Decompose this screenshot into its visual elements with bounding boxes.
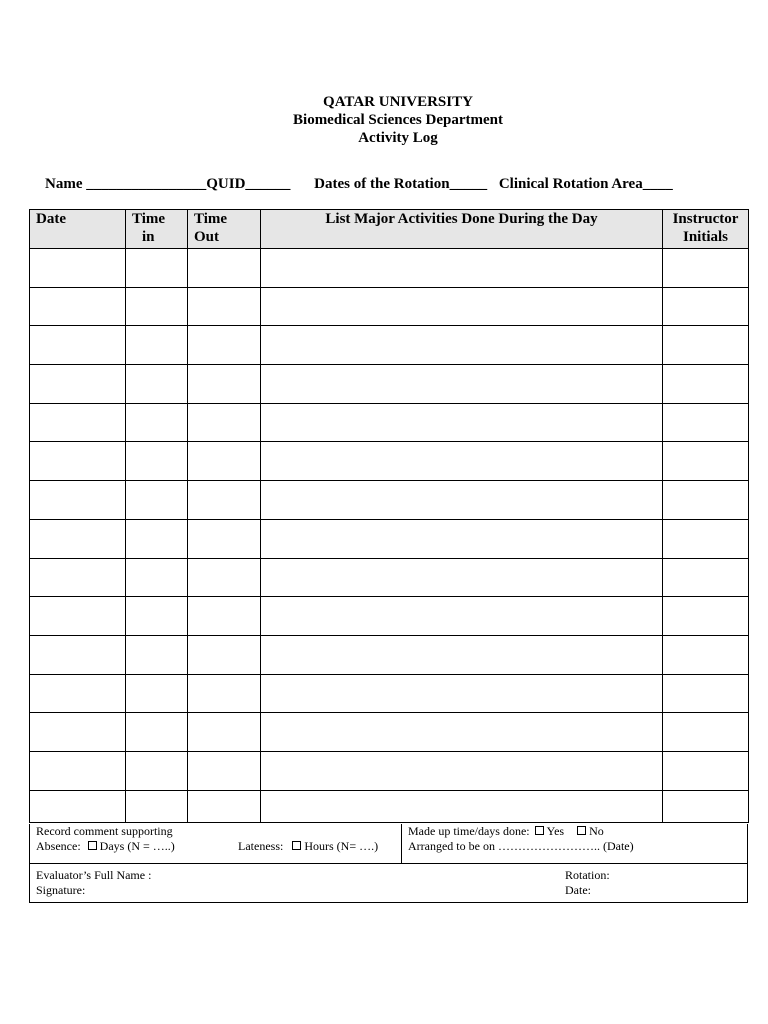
evaluator-name-label: Evaluator’s Full Name : bbox=[36, 868, 152, 882]
activities-cell[interactable] bbox=[261, 287, 663, 326]
signature-label: Signature: bbox=[36, 883, 86, 897]
table-row bbox=[30, 403, 749, 442]
instructor-initials-cell[interactable] bbox=[663, 713, 749, 752]
instructor-initials-cell[interactable] bbox=[663, 519, 749, 558]
instructor-initials-cell[interactable] bbox=[663, 287, 749, 326]
table-row bbox=[30, 751, 749, 790]
rotation-dates-field-label[interactable]: Dates of the Rotation_____ bbox=[314, 176, 488, 192]
time-in-cell[interactable] bbox=[126, 519, 188, 558]
yes-label: Yes bbox=[546, 824, 565, 838]
evaluator-row bbox=[30, 864, 747, 902]
instructor-initials-cell[interactable] bbox=[663, 442, 749, 481]
time-in-cell[interactable] bbox=[126, 481, 188, 520]
record-comment-cell bbox=[30, 824, 402, 863]
time-out-cell[interactable] bbox=[188, 751, 261, 790]
activities-cell[interactable] bbox=[261, 558, 663, 597]
table-row bbox=[30, 326, 749, 365]
time-out-cell[interactable] bbox=[188, 635, 261, 674]
instructor-initials-cell[interactable] bbox=[663, 635, 749, 674]
time-out-cell[interactable] bbox=[188, 442, 261, 481]
table-row bbox=[30, 674, 749, 713]
time-out-cell[interactable] bbox=[188, 674, 261, 713]
time-in-cell[interactable] bbox=[126, 674, 188, 713]
time-out-cell[interactable] bbox=[188, 558, 261, 597]
record-comment-label: Record comment supporting bbox=[36, 824, 173, 838]
date-cell[interactable] bbox=[30, 365, 126, 404]
date-cell[interactable] bbox=[30, 326, 126, 365]
activities-cell[interactable] bbox=[261, 481, 663, 520]
lateness-label: Lateness: bbox=[238, 839, 284, 853]
activities-cell[interactable] bbox=[261, 442, 663, 481]
column-header-time-out: Time Out bbox=[188, 210, 261, 249]
yes-checkbox[interactable] bbox=[535, 826, 544, 835]
activities-cell[interactable] bbox=[261, 519, 663, 558]
time-out-cell[interactable] bbox=[188, 519, 261, 558]
activities-cell[interactable] bbox=[261, 597, 663, 636]
time-out-cell[interactable] bbox=[188, 713, 261, 752]
time-in-cell[interactable] bbox=[126, 790, 188, 822]
date-cell[interactable] bbox=[30, 790, 126, 822]
time-out-cell[interactable] bbox=[188, 481, 261, 520]
instructor-initials-cell[interactable] bbox=[663, 674, 749, 713]
time-out-cell[interactable] bbox=[188, 287, 261, 326]
document-header bbox=[0, 93, 768, 147]
name-field-label[interactable]: Name ________________ bbox=[45, 176, 207, 192]
time-in-cell[interactable] bbox=[126, 751, 188, 790]
no-checkbox[interactable] bbox=[577, 826, 586, 835]
date-cell[interactable] bbox=[30, 287, 126, 326]
column-header-activities: List Major Activities Done During the Day bbox=[261, 210, 663, 249]
table-header-row bbox=[30, 210, 749, 249]
date-cell[interactable] bbox=[30, 442, 126, 481]
instructor-initials-cell[interactable] bbox=[663, 751, 749, 790]
absence-label: Absence: bbox=[36, 839, 81, 853]
instructor-initials-cell[interactable] bbox=[663, 249, 749, 288]
column-header-time-in: Time in bbox=[126, 210, 188, 249]
time-out-cell[interactable] bbox=[188, 790, 261, 822]
hours-checkbox[interactable] bbox=[292, 841, 301, 850]
time-in-cell[interactable] bbox=[126, 635, 188, 674]
table-row bbox=[30, 365, 749, 404]
time-in-cell[interactable] bbox=[126, 442, 188, 481]
instructor-initials-cell[interactable] bbox=[663, 790, 749, 822]
date-cell[interactable] bbox=[30, 249, 126, 288]
arranged-date-label: Arranged to be on …………………….. (Date) bbox=[408, 839, 634, 853]
made-up-cell bbox=[402, 824, 747, 863]
department-name: Biomedical Sciences Department bbox=[293, 112, 503, 128]
time-out-cell[interactable] bbox=[188, 403, 261, 442]
activities-cell[interactable] bbox=[261, 403, 663, 442]
activities-cell[interactable] bbox=[261, 751, 663, 790]
activities-cell[interactable] bbox=[261, 326, 663, 365]
activities-cell[interactable] bbox=[261, 635, 663, 674]
time-in-cell[interactable] bbox=[126, 249, 188, 288]
time-in-cell[interactable] bbox=[126, 403, 188, 442]
time-in-cell[interactable] bbox=[126, 287, 188, 326]
column-header-date: Date bbox=[30, 210, 126, 249]
rotation-label: Rotation: bbox=[565, 868, 610, 882]
table-row bbox=[30, 597, 749, 636]
instructor-initials-cell[interactable] bbox=[663, 597, 749, 636]
column-header-instructor-initials: Instructor Initials bbox=[663, 210, 749, 249]
table-row bbox=[30, 287, 749, 326]
days-checkbox[interactable] bbox=[88, 841, 97, 850]
table-row bbox=[30, 519, 749, 558]
time-in-cell[interactable] bbox=[126, 365, 188, 404]
date-cell[interactable] bbox=[30, 713, 126, 752]
evaluation-footer bbox=[29, 824, 748, 903]
date-cell[interactable] bbox=[30, 597, 126, 636]
table-row bbox=[30, 790, 749, 822]
date-cell[interactable] bbox=[30, 519, 126, 558]
date-cell[interactable] bbox=[30, 674, 126, 713]
quid-field-label[interactable]: QUID______ bbox=[206, 176, 291, 192]
date-cell[interactable] bbox=[30, 635, 126, 674]
activities-cell[interactable] bbox=[261, 790, 663, 822]
table-row bbox=[30, 713, 749, 752]
time-out-cell[interactable] bbox=[188, 326, 261, 365]
hours-label: Hours (N= ….) bbox=[304, 839, 379, 853]
date-label: Date: bbox=[565, 883, 591, 897]
university-name: QATAR UNIVERSITY bbox=[323, 94, 473, 110]
table-row bbox=[30, 442, 749, 481]
instructor-initials-cell[interactable] bbox=[663, 326, 749, 365]
made-up-label: Made up time/days done: bbox=[408, 824, 530, 838]
days-label: Days (N = …..) bbox=[99, 839, 175, 853]
activities-cell[interactable] bbox=[261, 249, 663, 288]
activity-log-table bbox=[29, 209, 749, 823]
table-row bbox=[30, 558, 749, 597]
time-out-cell[interactable] bbox=[188, 597, 261, 636]
table-row bbox=[30, 635, 749, 674]
student-info-line bbox=[45, 176, 673, 193]
instructor-initials-cell[interactable] bbox=[663, 403, 749, 442]
time-in-cell[interactable] bbox=[126, 558, 188, 597]
activities-cell[interactable] bbox=[261, 365, 663, 404]
date-cell[interactable] bbox=[30, 751, 126, 790]
time-in-cell[interactable] bbox=[126, 597, 188, 636]
no-label: No bbox=[589, 824, 604, 838]
document-title: Activity Log bbox=[358, 130, 438, 146]
date-cell[interactable] bbox=[30, 558, 126, 597]
table-row bbox=[30, 249, 749, 288]
activities-cell[interactable] bbox=[261, 713, 663, 752]
time-in-cell[interactable] bbox=[126, 326, 188, 365]
time-out-cell[interactable] bbox=[188, 365, 261, 404]
time-in-cell[interactable] bbox=[126, 713, 188, 752]
instructor-initials-cell[interactable] bbox=[663, 481, 749, 520]
rotation-area-field-label[interactable]: Clinical Rotation Area____ bbox=[498, 176, 673, 192]
instructor-initials-cell[interactable] bbox=[663, 558, 749, 597]
date-cell[interactable] bbox=[30, 403, 126, 442]
table-row bbox=[30, 481, 749, 520]
date-cell[interactable] bbox=[30, 481, 126, 520]
time-out-cell[interactable] bbox=[188, 249, 261, 288]
activities-cell[interactable] bbox=[261, 674, 663, 713]
instructor-initials-cell[interactable] bbox=[663, 365, 749, 404]
